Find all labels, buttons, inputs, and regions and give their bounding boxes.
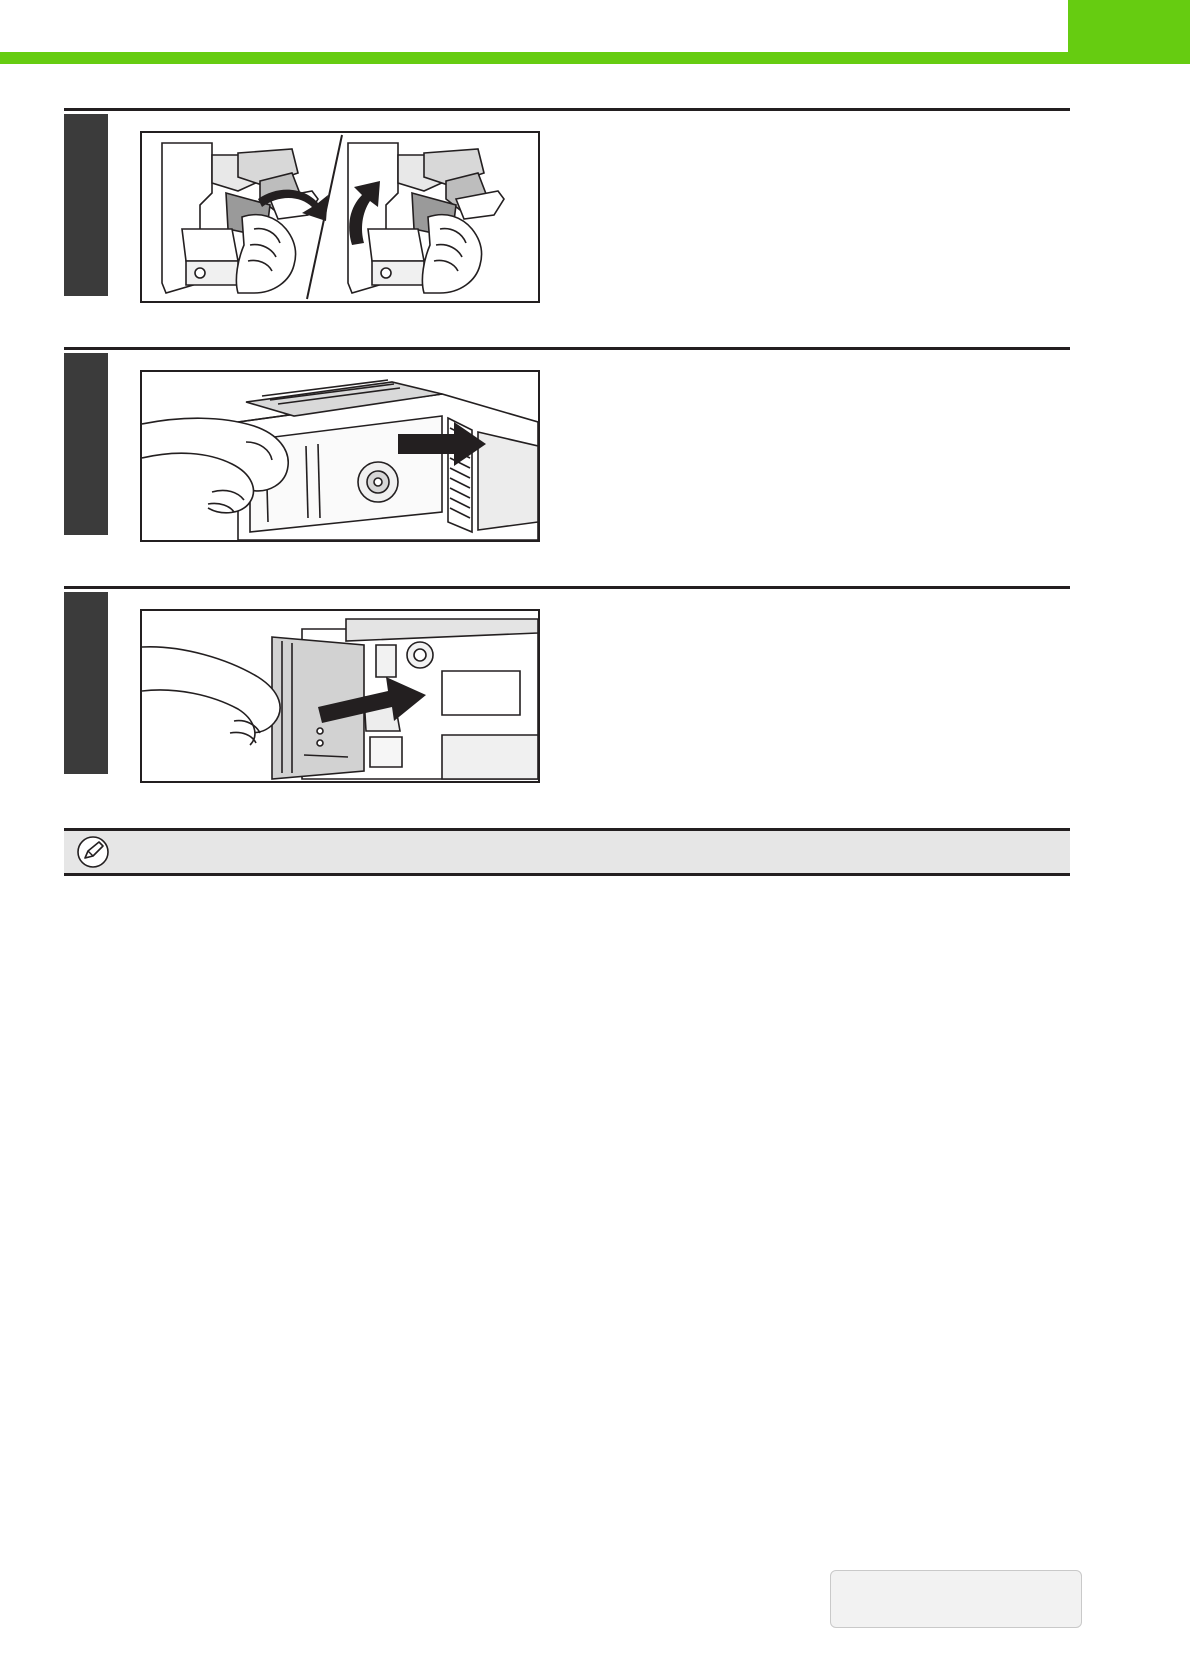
close-front-cover-figure — [140, 609, 540, 783]
note-callout — [64, 828, 1070, 876]
step-number-bar — [64, 353, 108, 535]
step-number-bar — [64, 592, 108, 774]
step-item — [64, 586, 1070, 793]
step-number-bar — [64, 114, 108, 296]
note-bottom-divider — [64, 873, 1070, 876]
toner-cartridge-lever-rotate-figure — [140, 131, 540, 303]
footer-tab — [830, 1570, 1082, 1628]
header-accent-rule — [0, 52, 1190, 64]
note-box — [64, 831, 1070, 873]
step-item — [64, 108, 1070, 313]
note-pencil-icon — [76, 835, 110, 869]
step-item — [64, 347, 1070, 552]
step-list — [64, 108, 1070, 793]
pull-out-toner-collection-container-figure — [140, 370, 540, 542]
header-accent-block — [1068, 0, 1190, 52]
